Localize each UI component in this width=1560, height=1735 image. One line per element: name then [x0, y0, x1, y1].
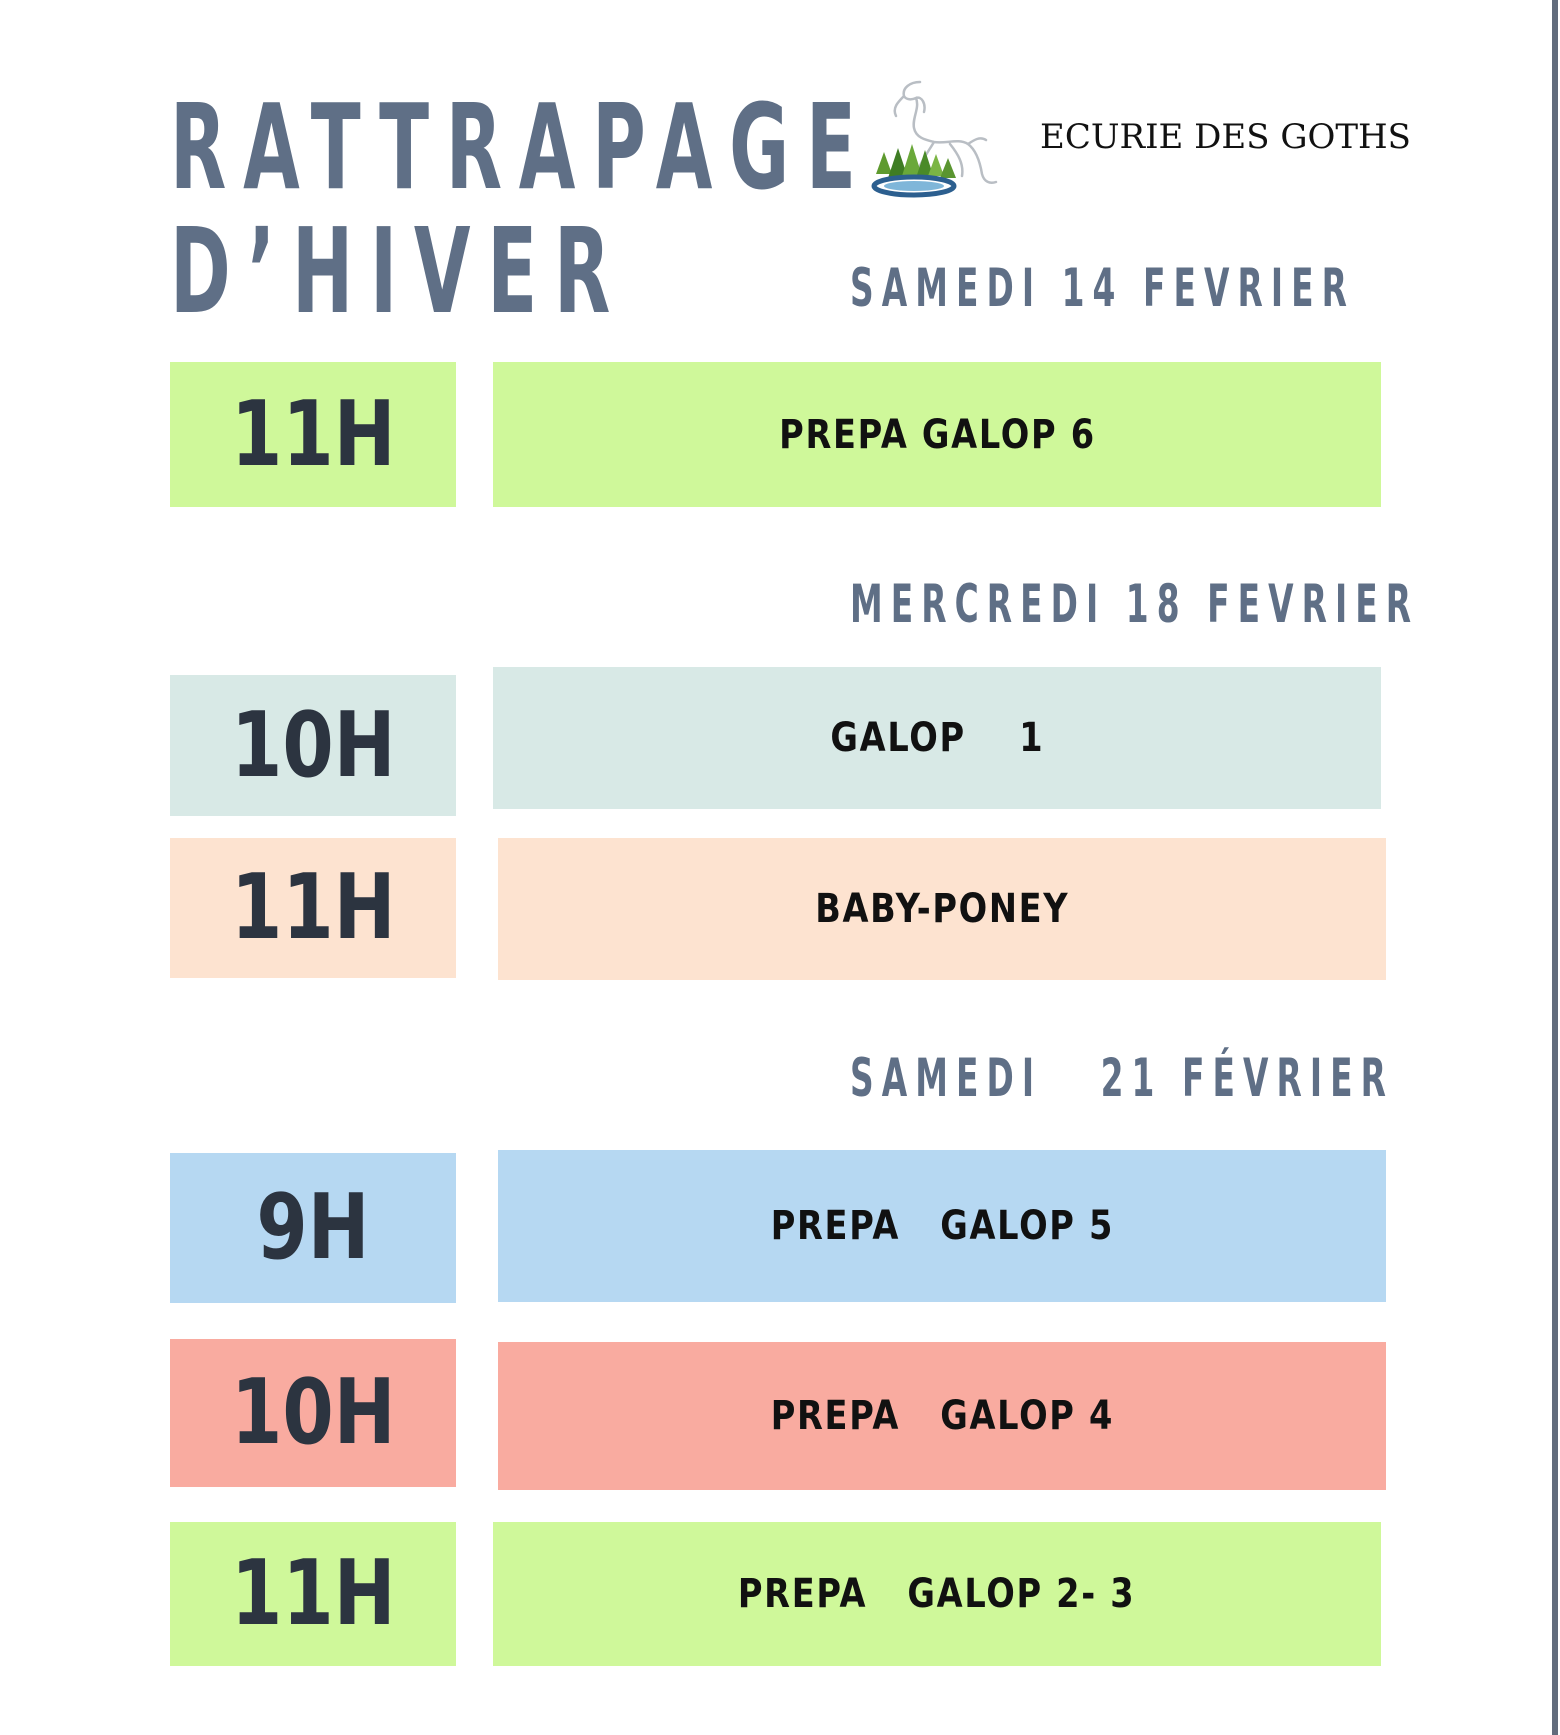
activity-label: PREPA GALOP 2- 3: [738, 1571, 1136, 1617]
title-line-2: D’HIVER: [170, 202, 628, 340]
activity-label: PREPA GALOP 6: [778, 411, 1096, 458]
time-label: 11H: [230, 1541, 396, 1646]
activity-block: [498, 1342, 1386, 1490]
activity-block: [493, 667, 1381, 809]
time-block: [170, 675, 456, 816]
time-label: 10H: [230, 692, 396, 798]
activity-block: [498, 1150, 1386, 1302]
activity-block: [493, 362, 1381, 507]
time-label: 11H: [230, 855, 396, 960]
time-label: 11H: [230, 381, 396, 487]
time-block: [170, 1153, 456, 1303]
title-line-1: RATTRAPAGE: [170, 78, 873, 216]
time-block: [170, 838, 456, 978]
activity-label: GALOP 1: [830, 715, 1044, 761]
time-block: [170, 362, 456, 507]
horse-forest-logo-icon: [862, 78, 1002, 208]
activity-label: PREPA GALOP 4: [770, 1393, 1114, 1439]
time-label: 9H: [256, 1175, 370, 1280]
day-heading-samedi-14: SAMEDI 14 FEVRIER: [850, 258, 1355, 319]
activity-label: BABY-PONEY: [814, 886, 1070, 932]
activity-label: PREPA GALOP 5: [770, 1203, 1114, 1249]
brand-name: ECURIE DES GOTHS: [1040, 117, 1411, 157]
activity-block: [498, 838, 1386, 980]
time-block: [170, 1339, 456, 1487]
right-border-rule: [1552, 0, 1558, 1735]
time-block: [170, 1522, 456, 1666]
activity-block: [493, 1522, 1381, 1666]
day-heading-samedi-21: SAMEDI 21 FÉVRIER: [850, 1048, 1394, 1109]
time-label: 10H: [230, 1360, 396, 1465]
day-heading-mercredi-18: MERCREDI 18 FEVRIER: [850, 574, 1420, 635]
